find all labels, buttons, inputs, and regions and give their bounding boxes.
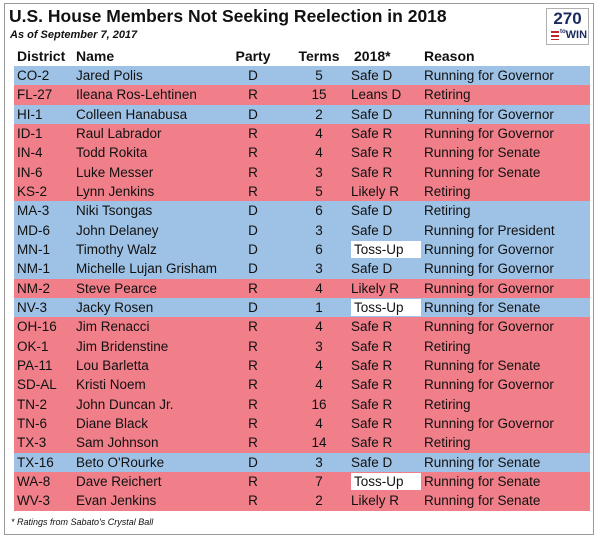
logo-number: 270 [553,9,582,28]
terms-cell: 6 [315,203,323,219]
terms-cell: 2 [315,493,323,509]
table-row [14,201,590,220]
name-cell: Evan Jenkins [76,493,157,509]
district-cell: NM-1 [17,261,50,277]
header-district: District [17,48,66,64]
district-cell: KS-2 [17,184,48,200]
name-cell: Jacky Rosen [76,300,154,316]
name-cell: Diane Black [76,416,149,432]
party-cell: R [248,416,258,432]
reason-cell: Running for Senate [424,474,541,490]
terms-cell: 16 [311,396,327,412]
header-reason: Reason [424,48,475,64]
rating-cell: Safe R [351,416,393,432]
district-cell: HI-1 [17,106,43,122]
name-cell: Jared Polis [76,68,143,84]
reason-cell: Retiring [424,396,471,412]
rating-cell: Toss-Up [351,241,421,258]
terms-cell: 1 [315,300,323,316]
rating-cell: Safe D [351,106,393,122]
terms-cell: 4 [315,126,323,142]
table-row [14,259,590,278]
party-cell: R [248,164,258,180]
name-cell: Lou Barletta [76,358,149,374]
name-cell: Dave Reichert [76,474,162,490]
terms-cell: 4 [315,416,323,432]
reason-cell: Running for Governor [424,377,554,393]
name-cell: Luke Messer [76,164,154,180]
district-cell: OH-16 [17,319,57,335]
name-cell: Steve Pearce [76,280,158,296]
rating-cell: Likely R [351,184,400,200]
table-row [14,143,590,162]
reason-cell: Running for Governor [424,416,554,432]
270towin-logo[interactable] [546,8,589,45]
reason-cell: Running for Senate [424,145,541,161]
party-cell: R [248,338,258,354]
table-row [14,182,590,201]
reason-cell: Retiring [424,184,471,200]
party-cell: R [248,396,258,412]
table-row [14,375,590,394]
district-cell: IN-4 [17,145,43,161]
footnote: * Ratings from Sabato's Crystal Ball [11,517,154,527]
party-cell: R [248,280,258,296]
party-cell: R [248,87,258,103]
header-party: Party [235,48,271,64]
table-row [14,105,590,124]
party-cell: R [248,377,258,393]
reason-cell: Running for Governor [424,319,554,335]
terms-cell: 4 [315,145,323,161]
rating-cell: Safe R [351,319,393,335]
members-table [14,46,590,511]
district-cell: WA-8 [17,474,51,490]
rating-cell: Safe R [351,358,393,374]
header-name: Name [76,48,115,64]
rating-cell: Safe R [351,338,393,354]
district-cell: PA-11 [17,358,53,374]
party-cell: D [248,300,258,316]
name-cell: Niki Tsongas [76,203,153,219]
party-cell: R [248,126,258,142]
terms-cell: 14 [311,435,327,451]
terms-cell: 3 [315,454,323,470]
reason-cell: Running for Senate [424,164,541,180]
table-row [14,491,590,510]
table-row [14,279,590,298]
logo-win: WIN [565,29,588,41]
district-cell: FL-27 [17,87,53,103]
table-header [14,46,590,66]
district-cell: TX-3 [17,435,47,451]
rating-cell: Safe D [351,68,393,84]
party-cell: R [248,435,258,451]
district-cell: NM-2 [17,280,50,296]
page-title: U.S. House Members Not Seeking Reelection in 2018 [9,6,447,26]
name-cell: Jim Bridenstine [76,338,169,354]
table-body [14,66,590,511]
party-cell: R [248,493,258,509]
reason-cell: Retiring [424,338,471,354]
reason-cell: Retiring [424,203,471,219]
table-row [14,453,590,472]
rating-cell: Safe R [351,435,393,451]
page-subtitle: As of September 7, 2017 [10,29,138,41]
reason-cell: Running for Governor [424,242,554,258]
name-cell: Timothy Walz [76,242,157,258]
reason-cell: Running for Senate [424,493,541,509]
party-cell: D [248,106,258,122]
terms-cell: 4 [315,319,323,335]
rating-cell: Safe D [351,222,393,238]
table-row [14,240,590,259]
table-row [14,414,590,433]
table-row [14,163,590,182]
terms-cell: 3 [315,164,323,180]
reason-cell: Running for Governor [424,126,554,142]
party-cell: R [248,184,258,200]
table-row [14,433,590,452]
name-cell: Kristi Noem [76,377,146,393]
name-cell: John Delaney [76,222,159,238]
reason-cell: Retiring [424,87,471,103]
terms-cell: 3 [315,222,323,238]
rating-cell: Likely R [351,493,400,509]
rating-cell: Toss-Up [351,473,421,490]
rating-cell: Safe R [351,396,393,412]
reason-cell: Running for Senate [424,454,541,470]
reason-cell: Running for Governor [424,106,554,122]
district-cell: SD-AL [17,377,57,393]
party-cell: R [248,319,258,335]
table-row [14,298,590,317]
name-cell: John Duncan Jr. [76,396,174,412]
table-row [14,124,590,143]
terms-cell: 6 [315,242,323,258]
rating-cell: Toss-Up [351,299,421,316]
terms-cell: 15 [311,87,327,103]
district-cell: TN-2 [17,396,47,412]
table-row [14,85,590,104]
terms-cell: 2 [315,106,323,122]
name-cell: Raul Labrador [76,126,162,142]
district-cell: TX-16 [17,454,54,470]
terms-cell: 5 [315,184,323,200]
party-cell: R [248,358,258,374]
district-cell: MA-3 [17,203,50,219]
district-cell: MN-1 [17,242,50,258]
reason-cell: Running for Senate [424,358,541,374]
table-row [14,66,590,85]
name-cell: Todd Rokita [76,145,148,161]
terms-cell: 3 [315,261,323,277]
name-cell: Colleen Hanabusa [76,106,188,122]
reason-cell: Running for Senate [424,300,541,316]
reason-cell: Running for Governor [424,68,554,84]
table-row [14,395,590,414]
terms-cell: 4 [315,280,323,296]
name-cell: Lynn Jenkins [76,184,155,200]
party-cell: D [248,68,258,84]
terms-cell: 3 [315,338,323,354]
table-row [14,317,590,336]
logo-tagline [560,29,587,41]
party-cell: D [248,242,258,258]
district-cell: NV-3 [17,300,48,316]
district-cell: WV-3 [17,493,51,509]
district-cell: ID-1 [17,126,43,142]
district-cell: CO-2 [17,68,50,84]
district-cell: MD-6 [17,222,50,238]
party-cell: D [248,454,258,470]
party-cell: R [248,474,258,490]
rating-cell: Leans D [351,87,402,103]
rating-cell: Safe D [351,203,393,219]
logo-to: to [560,29,566,35]
table-row [14,356,590,375]
terms-cell: 4 [315,377,323,393]
rating-cell: Safe R [351,164,393,180]
name-cell: Jim Renacci [76,319,150,335]
terms-cell: 5 [315,68,323,84]
name-cell: Sam Johnson [76,435,159,451]
rating-cell: Likely R [351,280,400,296]
district-cell: TN-6 [17,416,47,432]
district-cell: OK-1 [17,338,49,354]
flag-icon [551,31,559,40]
terms-cell: 7 [315,474,323,490]
district-cell: IN-6 [17,164,43,180]
reason-cell: Running for President [424,222,555,238]
terms-cell: 4 [315,358,323,374]
party-cell: D [248,222,258,238]
rating-cell: Safe R [351,377,393,393]
table-row [14,337,590,356]
table-row [14,472,590,491]
party-cell: D [248,261,258,277]
reason-cell: Running for Governor [424,261,554,277]
rating-cell: Safe D [351,454,393,470]
name-cell: Ileana Ros-Lehtinen [76,87,197,103]
name-cell: Beto O'Rourke [76,454,165,470]
name-cell: Michelle Lujan Grisham [76,261,218,277]
header-rating: 2018* [354,48,391,64]
rating-cell: Safe R [351,145,393,161]
rating-cell: Safe R [351,126,393,142]
rating-cell: Safe D [351,261,393,277]
reason-cell: Running for Governor [424,280,554,296]
party-cell: D [248,203,258,219]
header-terms: Terms [298,48,340,64]
table-row [14,221,590,240]
party-cell: R [248,145,258,161]
reason-cell: Retiring [424,435,471,451]
